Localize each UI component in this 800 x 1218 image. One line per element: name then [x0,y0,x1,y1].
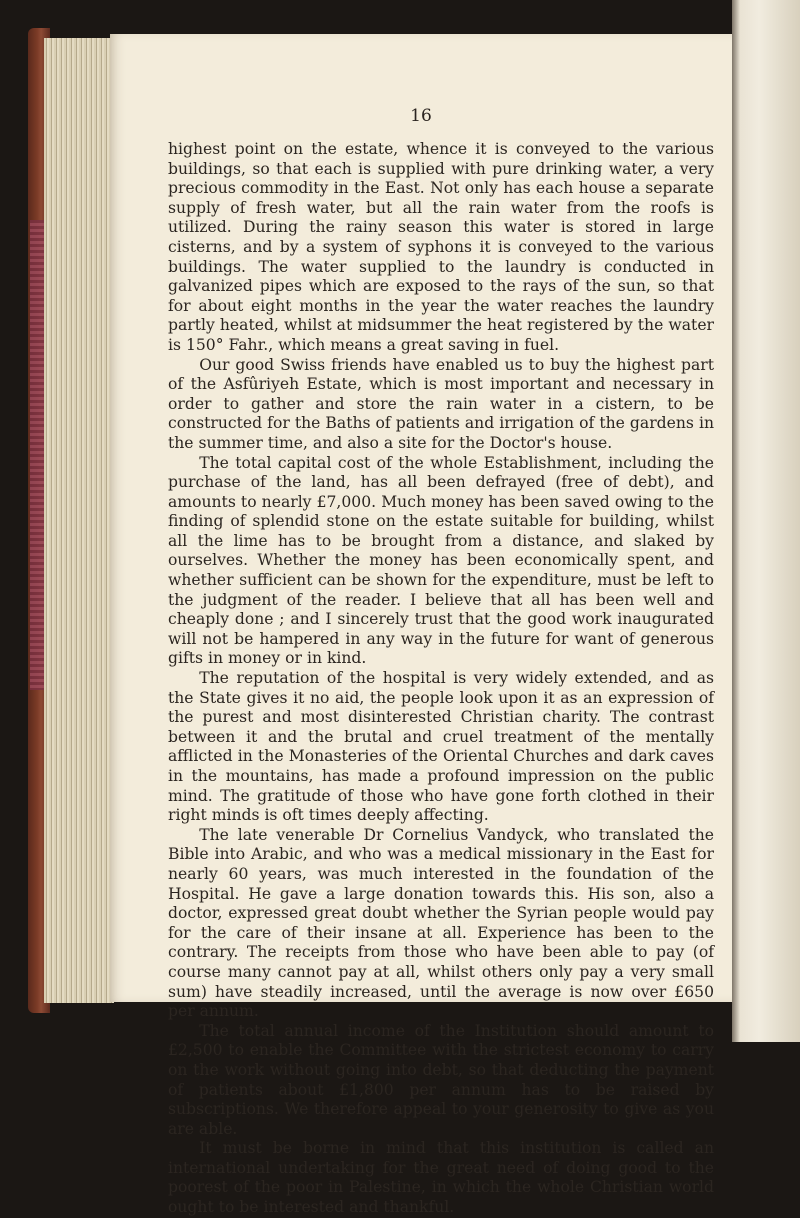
page-edges [44,38,114,1003]
paragraph: The total annual income of the Institution should amount to £2,500 to enable the Committee with the strictest economy to carry on the work without going into debt, so that deducting the payment of patients about £1,800 per annum has to be raised by subscriptions. We therefore appeal to your generosity to give as you are able. [168,1021,714,1138]
paragraph: It must be borne in mind that this institution is called an international undertaking for the great need of doing good to the poorest of the poor in Palestine, in which the whole Christian world ought to be interested and thankful. [168,1139,714,1217]
page-number: 16 [410,106,432,126]
paragraph: highest point on the estate, whence it is conveyed to the various buildings, so that each is supplied with pure drinking water, a very precious commodity in the East. Not only has each house a separate supply of fresh water, but all the rain water from the roofs is utilized. During the rainy season this water is stored in large cisterns, and by a system of syphons it is conveyed to the various buildings. The water supplied to the laundry is conducted in galvanized pipes which are exposed to the rays of the sun, so that for about eight months in the year the water reaches the laundry partly heated, whilst at midsummer the heat registered by the water is 150° Fahr., which means a great saving in fuel. [168,140,714,354]
paragraph: The total capital cost of the whole Establishment, including the purchase of the land, has all been defrayed (free of debt), and amounts to nearly £7,000. Much money has been saved owing to the finding of splendid stone on the estate suitable for building, whilst all the lime has to be brought from a distance, and slaked by ourselves. Whether the money has been economically spent, and whether sufficient can be shown for the expenditure, must be left to the judgment of the reader. I believe that all has been well and cheaply done ; and I sincerely trust that the good work inaugurated will not be hampered in any way in the future for want of generous gifts in money or in kind. [168,453,714,668]
body-text [168,140,714,1218]
paragraph: Our good Swiss friends have enabled us to buy the highest part of the Asfûriyeh Estate, which is most important and necessary in order to gather and store the rain water in a cistern, to be constructed for the Baths of patients and irrigation of the gardens in the summer time, and also a site for the Doctor's house. [168,355,714,452]
gutter-shadow [732,0,740,1042]
facing-page-edge [732,0,800,1042]
paragraph: The reputation of the hospital is very widely extended, and as the State gives it no aid, the people look upon it as an expression of the purest and most disinterested Christian charity. The contrast between it and the brutal and cruel treatment of the mentally afflicted in the Monasteries of the Oriental Churches and dark caves in the mountains, has made a profound impression on the public mind. The gratitude of those who have gone forth clothed in their right minds is oft times deeply affecting. [168,669,714,825]
paragraph: The late venerable Dr Cornelius Vandyck, who translated the Bible into Arabic, and who was a medical missionary in the East for nearly 60 years, was much interested in the foundation of the Hospital. He gave a large donation towards this. His son, also a doctor, expressed great doubt whether the Syrian people would pay for the care of their insane at all. Experience has been to the contrary. The receipts from those who have been able to pay (of course many cannot pay at all, whilst others only pay a very small sum) have steadily increased, until the average is now over £650 per annum. [168,825,714,1021]
